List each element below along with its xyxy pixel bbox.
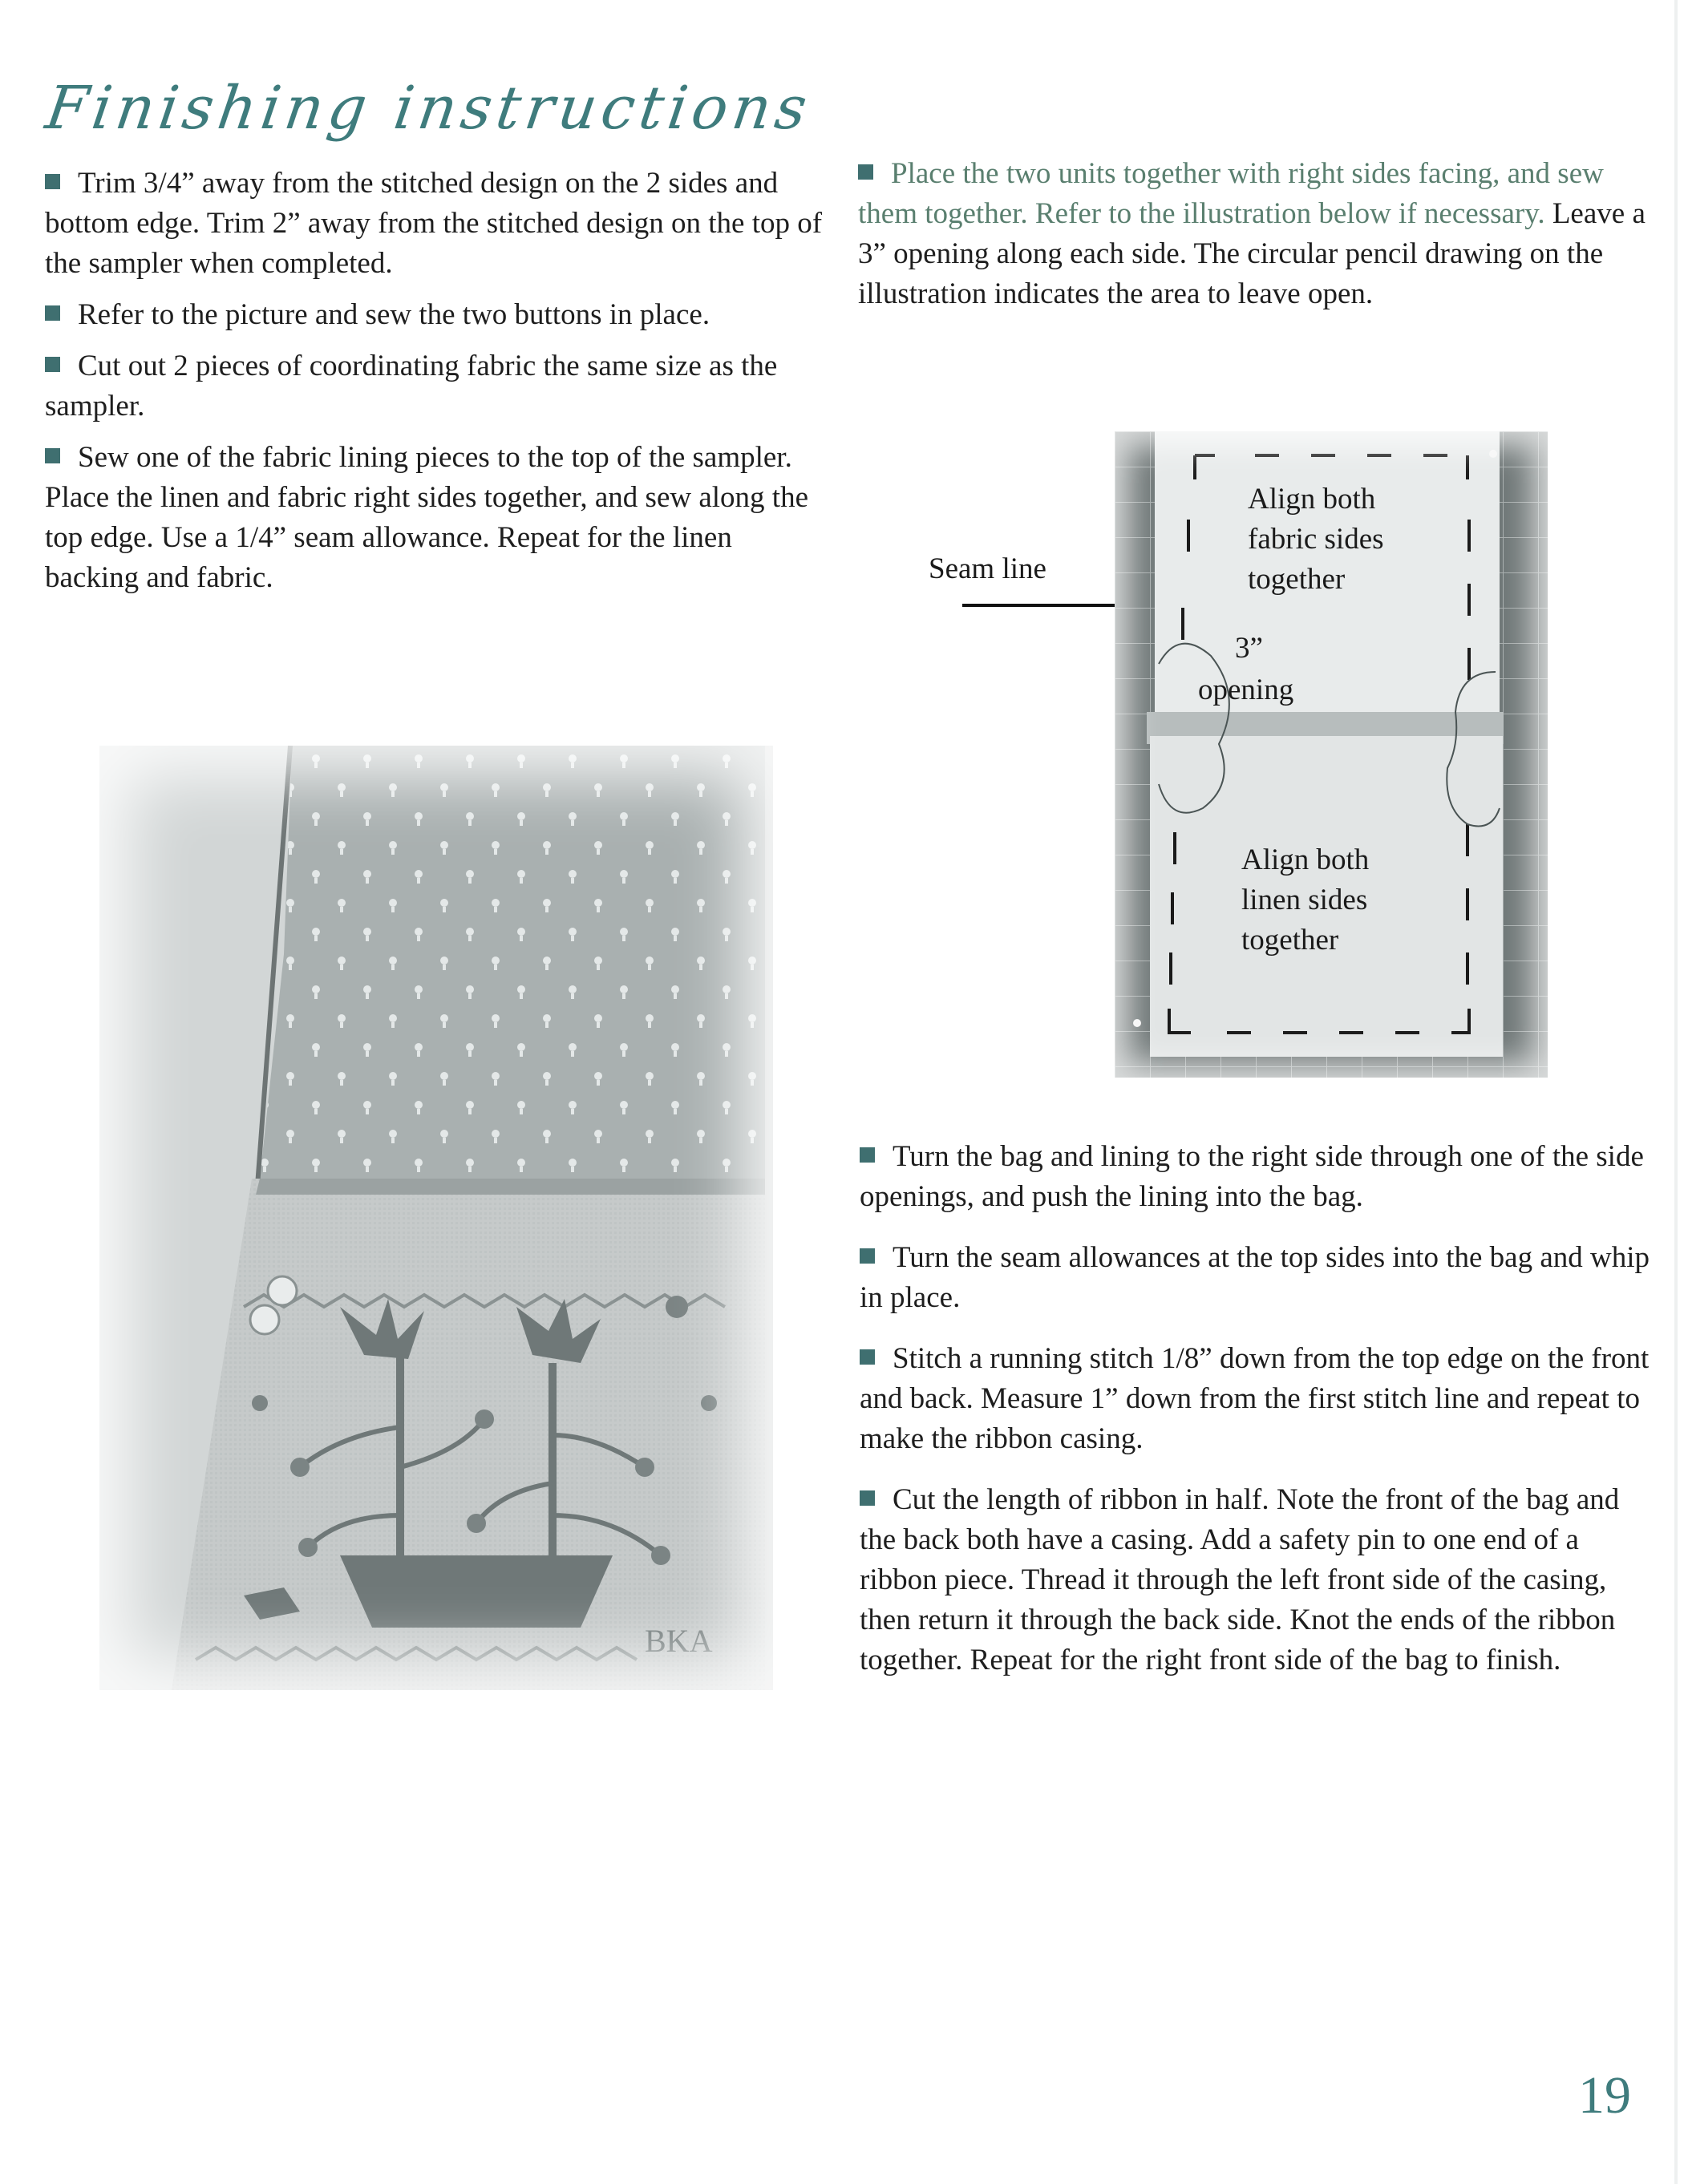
- square-bullet-icon: [45, 357, 60, 372]
- instruction-item: Sew one of the fabric lining pieces to the top of the sampler. Place the linen and fabric right sides together, and sew along the top edge. Use a 1/4” seam allowance. Repeat for the linen backing and fabric.: [45, 441, 808, 594]
- instruction-item: Place the two units together with right sides facing, and sew them together. Refer to the illustration below if necessary. Leave a 3” opening along each side. The circular pencil drawing on the illustration indicates the area to leave open.: [858, 157, 1646, 310]
- instruction-item: Cut out 2 pieces of coordinating fabric the same size as the sampler.: [45, 350, 778, 423]
- sampler-photo: [99, 746, 773, 1690]
- page-title: Finishing instructions: [41, 74, 816, 143]
- square-bullet-icon: [860, 1490, 875, 1506]
- fabric-label-line-2: fabric sides: [1248, 523, 1384, 556]
- square-bullet-icon: [45, 305, 60, 321]
- right-bottom-instructions: [860, 1137, 1650, 1701]
- opening-label-line-1: 3”: [1235, 632, 1263, 665]
- fabric-label-line-3: together: [1248, 563, 1346, 596]
- fabric-label-line-1: Align both: [1248, 483, 1376, 516]
- instruction-item: Stitch a running stitch 1/8” down from the top edge on the front and back. Measure 1” down from the first stitch line and repeat to make the ribbon casing.: [860, 1342, 1650, 1455]
- seam-line-label: Seam line: [929, 552, 1046, 585]
- instruction-item: Cut the length of ribbon in half. Note the front of the bag and the back both have a casing. Add a safety pin to one end of a ribbon piece. Thread it through the left front side of the casing, then return it through the back side. Knot the ends of the ribbon together. Repeat for the right front side of the bag to finish.: [860, 1483, 1620, 1676]
- page-edge-divider: [1674, 0, 1678, 2184]
- square-bullet-icon: [45, 174, 60, 189]
- opening-label-line-2: opening: [1198, 673, 1294, 706]
- square-bullet-icon: [860, 1248, 875, 1264]
- sampler-photo-drawing: [99, 746, 773, 1690]
- linen-label-line-3: together: [1241, 924, 1339, 957]
- square-bullet-icon: [860, 1147, 875, 1163]
- instruction-item: Refer to the picture and sew the two buttons in place.: [45, 295, 823, 335]
- square-bullet-icon: [860, 1349, 875, 1365]
- photo-initials: BKA: [645, 1623, 713, 1659]
- right-top-instructions: [858, 154, 1648, 326]
- instruction-item: Trim 3/4” away from the stitched design on the 2 sides and bottom edge. Trim 2” away from the stitched design on the top of the sampler when completed.: [45, 167, 823, 280]
- square-bullet-icon: [45, 448, 60, 463]
- left-instructions: [45, 164, 823, 609]
- linen-label-line-1: Align both: [1241, 843, 1370, 876]
- instruction-item: Turn the bag and lining to the right side through one of the side openings, and push the lining into the bag.: [860, 1140, 1644, 1213]
- page-number: 19: [1578, 2066, 1631, 2125]
- square-bullet-icon: [858, 164, 873, 180]
- linen-label-line-2: linen sides: [1241, 884, 1368, 916]
- instruction-item: Turn the seam allowances at the top sides into the bag and whip in place.: [860, 1241, 1650, 1314]
